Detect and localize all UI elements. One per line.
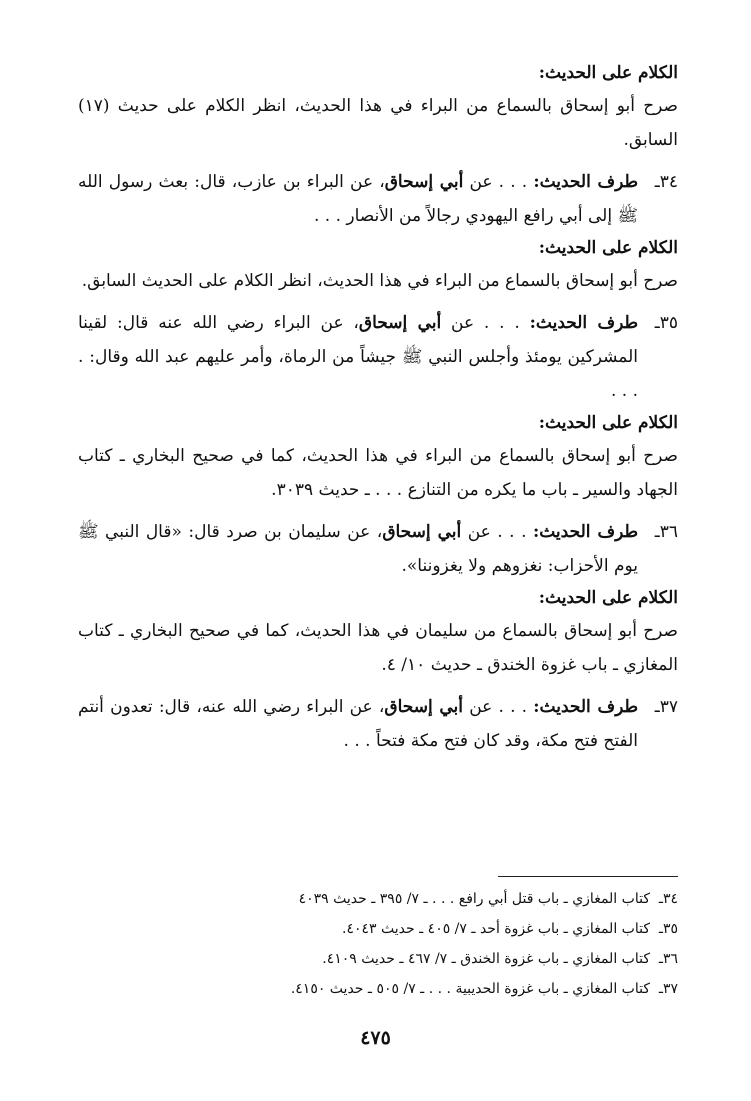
footnote-divider [498, 876, 678, 877]
hadith-text [78, 165, 638, 233]
commentary-paragraph: صرح أبو إسحاق بالسماع من سليمان في هذا الحديث، كما في صحيح البخاري ـ كتاب المغازي ـ باب غزوة الخندق ـ حديث ١٠/ ٤. [78, 621, 678, 675]
footnotes [78, 884, 678, 1004]
page-number: ٤٧٥ [360, 1027, 391, 1049]
footnote-number: ٣٥ـ [658, 921, 678, 937]
hadith-label: طرف الحديث: [529, 313, 638, 333]
section-heading: الكلام على الحديث: [538, 588, 678, 608]
hadith-text [78, 515, 638, 583]
page-body [78, 58, 678, 758]
hadith-entry-37 [78, 690, 678, 758]
footnote-text: كتاب المغازي ـ باب غزوة أحد ـ ٧/ ٤٠٥ ـ حديث ٤٠٤٣. [342, 921, 650, 937]
hadith-label: طرف الحديث: [533, 172, 638, 192]
footnote-number: ٣٦ـ [658, 951, 678, 967]
commentary-paragraph: صرح أبو إسحاق بالسماع من البراء في هذا الحديث، كما في صحيح البخاري ـ كتاب الجهاد والسير ـ باب ما يكره من التنازع . . . ـ حديث ٣٠٣٩. [78, 446, 678, 500]
narrator-name: أبي إسحاق [384, 697, 464, 717]
entry-number: ٣٧ـ [654, 697, 678, 717]
text-pre: . . . عن [441, 313, 530, 333]
footnote-number: ٣٧ـ [658, 981, 678, 997]
text-post: ، عن البراء رضي الله عنه قال: لقينا المشركين يومئذ وأجلس النبي ﷺ جيشاً من الرماة، وأمر عليهم عبد الله وقال: . . . . [78, 313, 638, 401]
commentary-paragraph: صرح أبو إسحاق بالسماع من البراء في هذا الحديث، انظر الكلام على حديث (١٧) السابق. [78, 96, 678, 150]
footnote-text: كتاب المغازي ـ باب غزوة الحديبية . . . ـ ٧/ ٥٠٥ ـ حديث ٤١٥٠. [290, 981, 650, 997]
text-post: ، عن سليمان بن صرد قال: «قال النبي ﷺ يوم الأحزاب: نغزوهم ولا يغزوننا». [78, 522, 638, 576]
section-heading: الكلام على الحديث: [538, 238, 678, 258]
footnote-item [78, 944, 678, 974]
text-pre: . . . عن [463, 697, 534, 717]
narrator-name: أبي إسحاق [382, 522, 462, 542]
commentary-paragraph: صرح أبو إسحاق بالسماع من البراء في هذا الحديث، انظر الكلام على الحديث السابق. [81, 271, 678, 291]
footnote-number: ٣٤ـ [658, 891, 678, 907]
text-pre: . . . عن [461, 522, 533, 542]
narrator-name: أبي إسحاق [358, 313, 442, 333]
footnote-text: كتاب المغازي ـ باب غزوة الخندق ـ ٧/ ٤٦٧ ـ حديث ٤١٠٩. [322, 951, 650, 967]
entry-number: ٣٥ـ [654, 313, 678, 333]
footnote-item [78, 884, 678, 914]
footnote-text: كتاب المغازي ـ باب قتل أبي رافع . . . ـ ٧/ ٣٩٥ ـ حديث ٤٠٣٩ [298, 891, 650, 907]
hadith-entry-36 [78, 515, 678, 583]
footnote-item [78, 914, 678, 944]
hadith-label: طرف الحديث: [532, 522, 638, 542]
entry-number: ٣٦ـ [654, 522, 678, 542]
hadith-label: طرف الحديث: [533, 697, 638, 717]
text-post: ، عن البراء رضي الله عنه، قال: تعدون أنتم الفتح فتح مكة، وقد كان فتح مكة فتحاً . . . [78, 697, 638, 751]
footnote-item [78, 974, 678, 1004]
hadith-entry-35 [78, 306, 678, 408]
hadith-text [78, 306, 638, 408]
entry-number: ٣٤ـ [654, 172, 678, 192]
hadith-text [78, 690, 638, 758]
section-heading: الكلام على الحديث: [538, 413, 678, 433]
narrator-name: أبي إسحاق [384, 172, 464, 192]
section-heading: الكلام على الحديث: [538, 63, 678, 83]
hadith-entry-34 [78, 165, 678, 233]
text-pre: . . . عن [463, 172, 534, 192]
text-post: ، عن البراء بن عازب، قال: بعث رسول الله ﷺ إلى أبي رافع اليهودي رجالاً من الأنصار . . . [78, 172, 638, 226]
